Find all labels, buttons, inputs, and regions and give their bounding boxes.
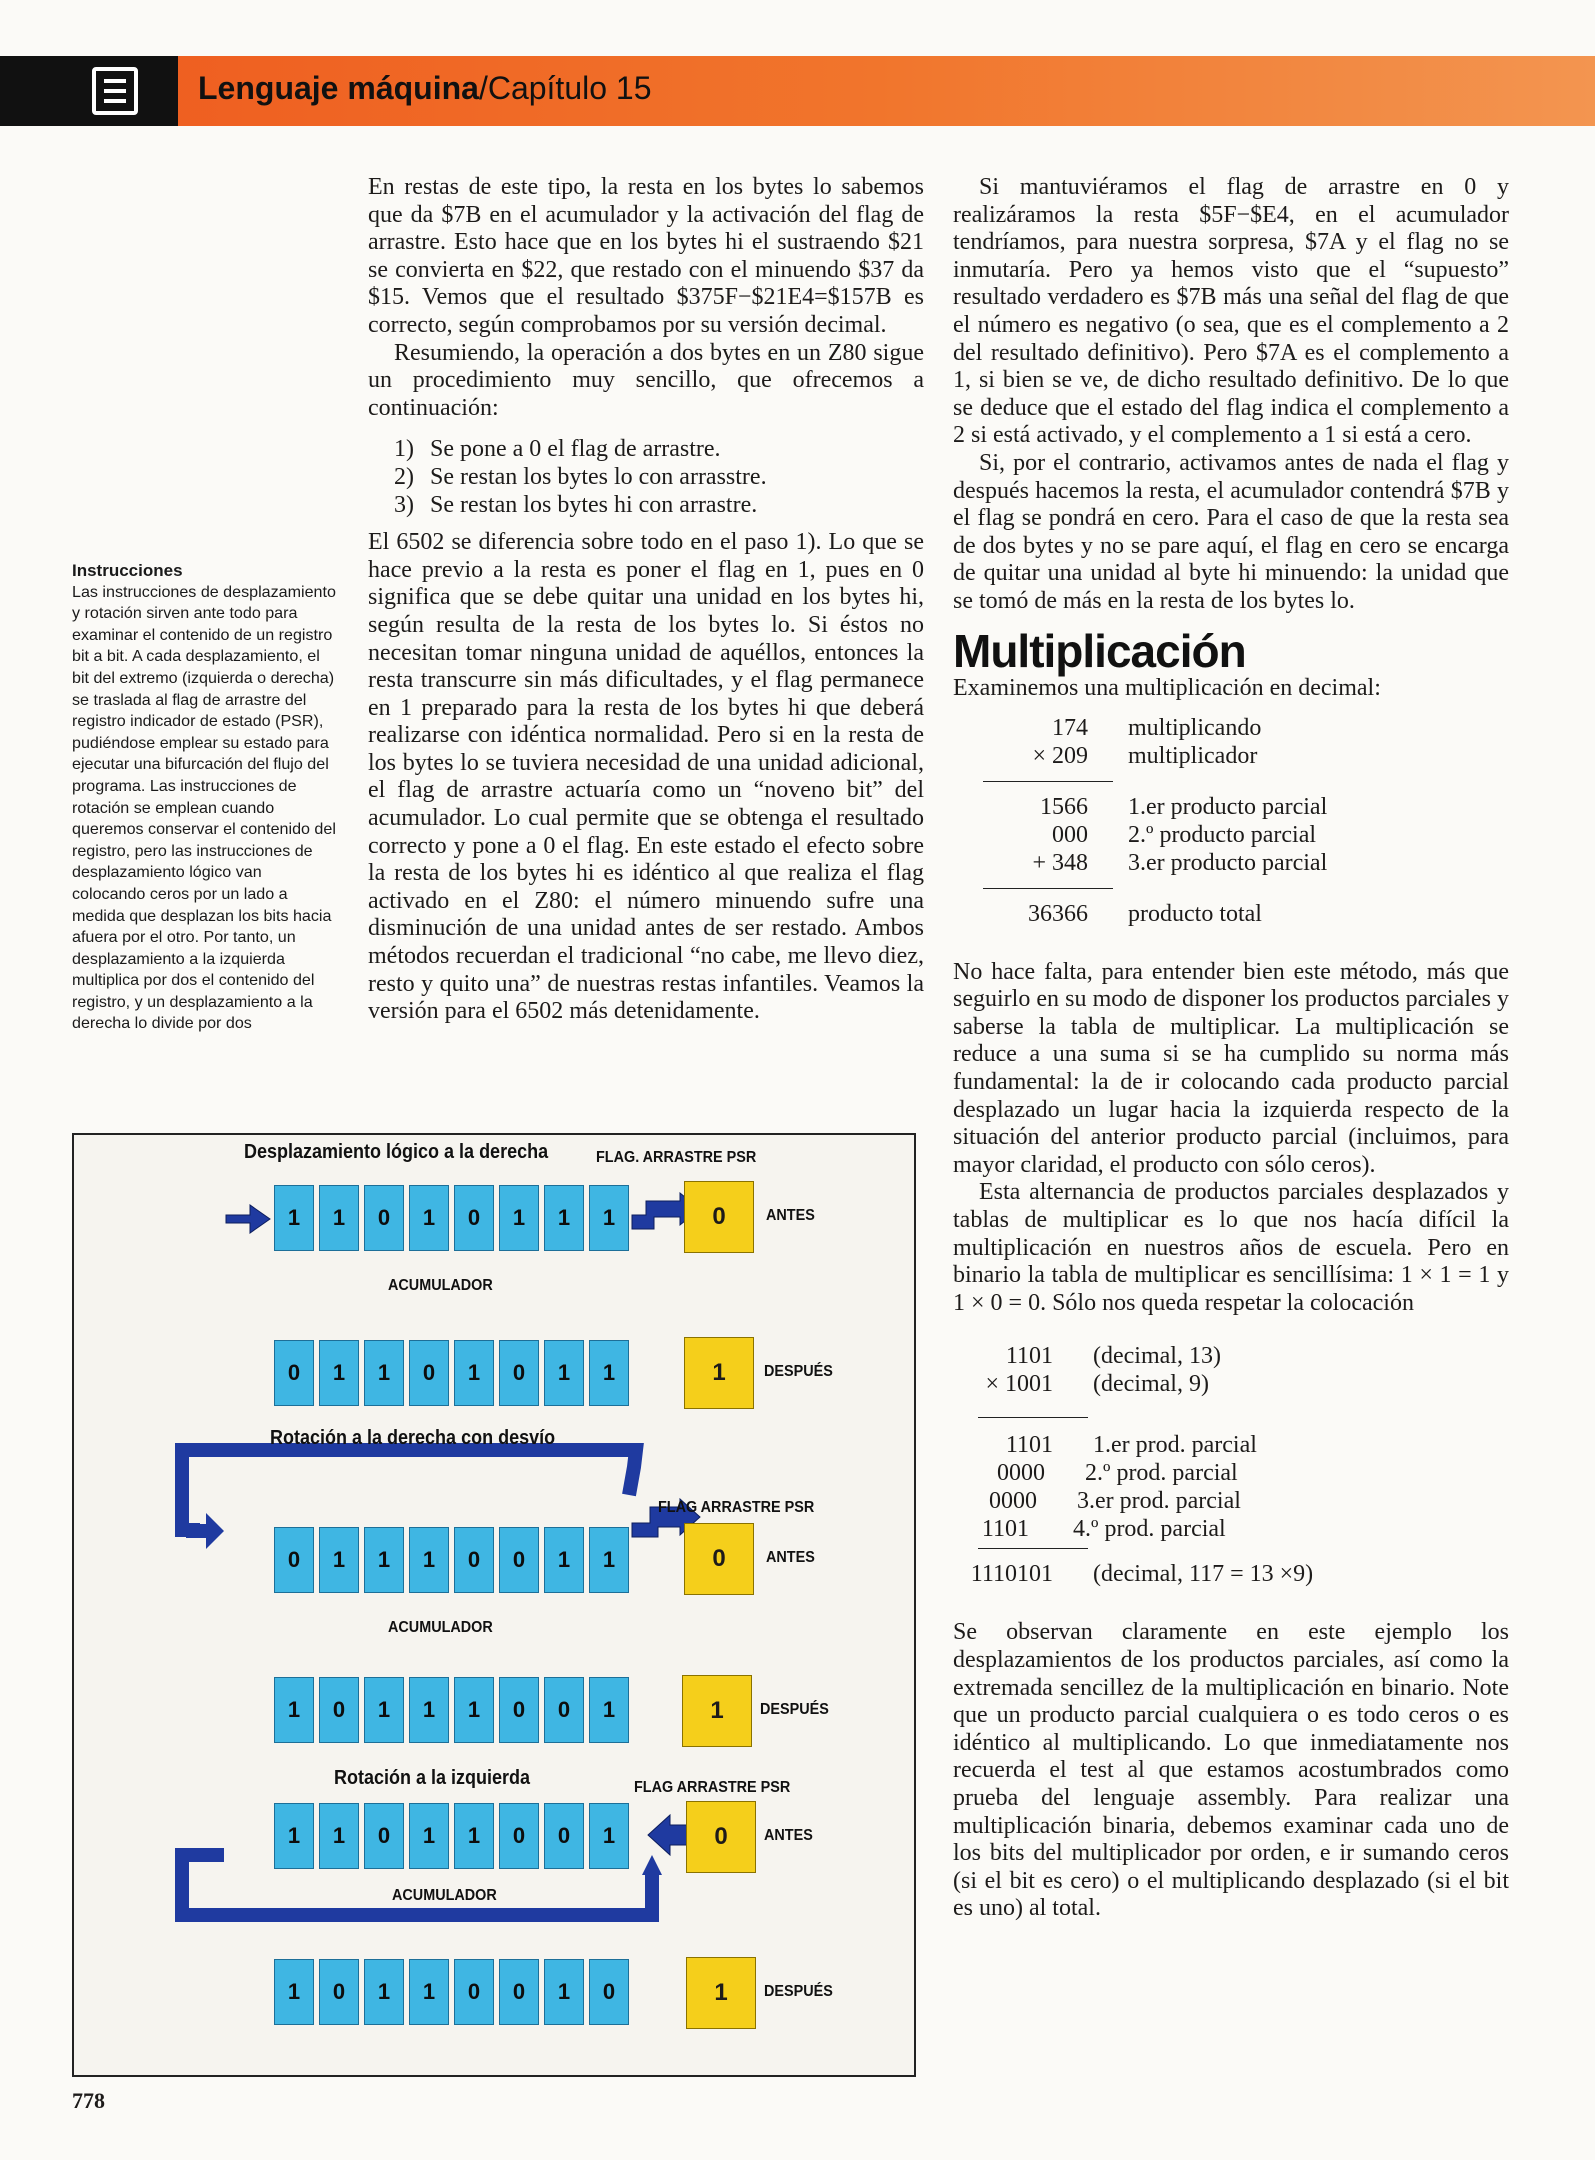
register-label: ACUMULADOR [392, 1887, 497, 1904]
bit-cell: 1 [544, 1959, 584, 2025]
bit-cell: 1 [319, 1803, 359, 1869]
paragraph: No hace falta, para entender bien este método, más que seguirlo en su modo de disponer los productos parciales y saberse la tabla de multiplicar. La multiplicación se reduce a una suma si se ha cumplido su norma más fundamental: la de ir colocando cada producto parcial desplazado un lugar hacia la izquierda respecto de la situación del anterior producto parcial (incluimos, para mayor claridad, el producto con sólo ceros). [953, 958, 1509, 1178]
paragraph: En restas de este tipo, la resta en los bytes lo sabemos que da $7B en el acumulador y la activación del flag de arrastre. Esto hace que en los bytes hi el sustraendo $21 se convierta en $22, que restado con el minuendo $37 da $15. Vemos que el resultado $375F−$21E4=$157B es correcto, según comprobamos por su versión decimal. [368, 174, 924, 338]
bit-cell: 1 [364, 1527, 404, 1593]
side-note-text: Las instrucciones de desplazamiento y rotación sirven ante todo para examinar el contenido de un registro bit a bit. A cada desplazamiento, el bit del extremo (izquierda o derecha) se traslada al flag de arrastre del registro indicador de estado (PSR), pudiéndose emplear su estado para ejecutar una bifurcación del flujo del programa. Las instrucciones de rotación se emplean cuando queremos conservar el contenido del registro, pero las instrucciones de desplazamiento lógico van colocando ceros por un lado a medida que desplazan los bits hacia afuera por el otro. Por tanto, un desplazamiento a la izquierda multiplica por dos el contenido del registro, y un desplazamiento a la derecha lo divide por dos [72, 582, 336, 1033]
paragraph: Se observan claramente en este ejemplo los desplazamientos de los productos parciales, así como la extremada sencillez de la multiplicación en binario. Note que un producto parcial cualquiera o es todo ceros o es idéntico al multiplicando. Lo que inmediatamente nos recuerda el test al que estamos acostumbrados como prueba del lenguaje assembly. Para realizar una multiplicación binaria, debemos examinar cada uno de los bits del multiplicador por orden, e ir sumando ceros (si el bit es cero) o el multiplicando desplazado (si el bit es uno) al total. [953, 1619, 1509, 1922]
mul-row: 1101 4.º prod. parcial [981, 1516, 1226, 1543]
mul-row: 1566 1.er producto parcial [1040, 793, 1328, 820]
steps-list [394, 436, 924, 519]
mul-row: 1110101 (decimal, 117 = 13 ×9) [970, 1561, 1314, 1588]
bit-cell: 1 [319, 1185, 359, 1251]
state-label: ANTES [764, 1827, 813, 1844]
mul-row: × 209 multiplicador [1032, 742, 1258, 769]
bit-cell: 1 [409, 1959, 449, 2025]
bit-cell: 0 [364, 1185, 404, 1251]
mul-row: 0000 2.º prod. parcial [997, 1460, 1238, 1487]
carry-flag-box: 0 [684, 1523, 754, 1595]
state-label: DESPUÉS [760, 1701, 829, 1718]
state-label: ANTES [766, 1549, 815, 1566]
bit-cell: 1 [409, 1677, 449, 1743]
mul-row: 0000 3.er prod. parcial [989, 1488, 1241, 1515]
bit-cell: 1 [274, 1185, 314, 1251]
header-logo-block [0, 56, 178, 126]
rule-divider [978, 1417, 1088, 1418]
carry-flag-box: 1 [684, 1337, 754, 1409]
bit-cell: 0 [544, 1803, 584, 1869]
accumulator-register [274, 1527, 634, 1593]
bit-cell: 1 [364, 1677, 404, 1743]
carry-flag-box: 1 [682, 1675, 752, 1747]
bit-cell: 1 [544, 1527, 584, 1593]
arrow-in-icon [226, 1205, 270, 1233]
paragraph: Si mantuviéramos el flag de arrastre en 0 y realizáramos la resta $5F−$E4, en el acumulador tendríamos, para nuestra sorpresa, $7A y el flag no se inmutaría. Pero ya hemos visto que el “supuesto” resultado verdadero es $7B más una señal del flag de que el número es negativo (o sea, que es el complemento a 2 del resultado definitivo). Pero $7A es el complemento a 1, si bien se ve, de dicho resultado definitivo. De lo que se deduce que el estado del flag indica el complemento a 2 si está activado, y el complemento a 1 si está a cero. [953, 174, 1509, 449]
carry-flag-box: 0 [686, 1801, 756, 1873]
bit-cell: 1 [409, 1185, 449, 1251]
carry-flag-box: 0 [684, 1181, 754, 1253]
state-label: DESPUÉS [764, 1983, 833, 2000]
bit-cell: 0 [274, 1340, 314, 1406]
state-label: DESPUÉS [764, 1363, 833, 1380]
bit-cell: 0 [499, 1959, 539, 2025]
bit-cell: 1 [274, 1677, 314, 1743]
mul-row: × 1001 (decimal, 9) [985, 1371, 1209, 1398]
bit-cell: 0 [499, 1527, 539, 1593]
list-item: 2) Se restan los bytes lo con arrasstre. [394, 463, 767, 490]
bit-cell: 1 [589, 1527, 629, 1593]
bit-cell: 1 [544, 1340, 584, 1406]
bit-cell: 0 [499, 1677, 539, 1743]
bit-cell: 0 [454, 1527, 494, 1593]
middle-column [368, 174, 924, 1026]
bit-cell: 1 [274, 1803, 314, 1869]
bit-cell: 1 [319, 1527, 359, 1593]
bit-cell: 1 [409, 1803, 449, 1869]
side-note [72, 560, 338, 1035]
paragraph: El 6502 se diferencia sobre todo en el paso 1). Lo que se hace previo a la resta es poner el flag en 1, pues en 0 significa que se debe quitar una unidad en los bytes hi, según resulta de la resta de los bytes lo. Si éstos no necesitan tomar ninguna unidad de aquéllos, entonces la resta transcurre sin más dificultades, y el flag permanece en 1 preparado para la resta de los bytes hi que deberá realizarse con idéntica normalidad. Pero si en la resta de los bytes lo se tuviera necesidad de una unidad adicional, el flag de arrastre actuaría como un “noveno bit” del acumulador. Lo cual permite que se obtenga el resultado correcto y pone a 0 el flag. En este estado el efecto sobre la resta de los bytes hi es idéntico al que realiza el flag activado en el Z80: el número minuendo sufre una disminución de una unidad antes de ser restado. Ambos métodos recuerdan el tradicional “no cabe, me llevo diez, resto y quito una” de nuestras restas infantiles. Veamos la versión para el 6502 más detenidamente. [368, 529, 924, 1025]
accumulator-register [274, 1677, 634, 1743]
bit-cell: 0 [319, 1959, 359, 2025]
mul-row: 1101 1.er prod. parcial [1005, 1432, 1257, 1459]
bit-cell: 0 [364, 1803, 404, 1869]
carry-flag-box: 1 [686, 1957, 756, 2029]
list-item: 1) Se pone a 0 el flag de arrastre. [394, 436, 721, 463]
bit-cell: 0 [544, 1677, 584, 1743]
bit-cell: 1 [544, 1185, 584, 1251]
mul-row: 1101 (decimal, 13) [1005, 1343, 1221, 1370]
section-title: Rotación a la izquierda [334, 1767, 531, 1789]
bit-cell: 0 [319, 1677, 359, 1743]
shift-rotate-diagram [72, 1133, 916, 2077]
side-note-title: Instrucciones [72, 561, 183, 580]
mul-row: 174 multiplicando [1052, 714, 1262, 741]
list-item: 3) Se restan los bytes hi con arrastre. [394, 491, 758, 518]
state-label: ANTES [766, 1207, 815, 1224]
accumulator-register [274, 1185, 634, 1251]
bit-cell: 1 [589, 1803, 629, 1869]
diagram-arrows [74, 1135, 914, 2075]
section-heading: Multiplicación [953, 624, 1246, 677]
section-title: Desplazamiento lógico a la derecha [244, 1141, 549, 1163]
paragraph: Si, por el contrario, activamos antes de nada el flag y después hacemos la resta, el acumulador contendrá $7B y el flag se pondrá en cero. Para el caso de que la resta sea de dos bytes y no se pare aquí, el flag en cero se encarga de quitar una unidad al byte hi minuendo: la unidad que se tomó de más en la resta de los bytes lo. [953, 449, 1509, 614]
rotate-loop-arrow-icon [182, 1450, 636, 1530]
binary-multiplication [953, 1343, 1509, 1589]
arrow-right-icon [186, 1513, 224, 1549]
mul-row: 36366 producto total [1028, 900, 1262, 927]
bit-cell: 0 [454, 1959, 494, 2025]
register-label: ACUMULADOR [388, 1277, 493, 1294]
right-column [953, 174, 1509, 1923]
page-number: 778 [72, 2088, 105, 2113]
flag-label: FLAG ARRASTRE PSR [634, 1779, 791, 1796]
bit-cell: 1 [409, 1527, 449, 1593]
bit-cell: 0 [274, 1527, 314, 1593]
bit-cell: 1 [589, 1340, 629, 1406]
flag-label: FLAG. ARRASTRE PSR [596, 1149, 757, 1166]
accumulator-register [274, 1340, 634, 1406]
decimal-multiplication [953, 715, 1509, 929]
arrow-to-register-icon [648, 1815, 690, 1855]
bit-cell: 0 [499, 1340, 539, 1406]
chapter-header-band [0, 56, 1595, 126]
bit-cell: 0 [454, 1185, 494, 1251]
bit-cell: 1 [319, 1340, 359, 1406]
paragraph: Resumiendo, la operación a dos bytes en un Z80 sigue un procedimiento muy sencillo, que ofrecemos a continuación: [368, 339, 924, 421]
accumulator-register [274, 1959, 634, 2025]
mul-row: 000 2.º producto parcial [1052, 821, 1317, 848]
flag-label: FLAG ARRASTRE PSR [658, 1499, 815, 1516]
rule-divider [978, 1548, 1088, 1549]
bit-cell: 1 [364, 1959, 404, 2025]
rule-divider [983, 888, 1113, 889]
accumulator-register [274, 1803, 634, 1869]
bit-cell: 1 [454, 1340, 494, 1406]
bit-cell: 0 [589, 1959, 629, 2025]
bit-cell: 0 [499, 1803, 539, 1869]
section-title: Rotación a la derecha con desvío [270, 1427, 556, 1449]
computer-logo-icon [92, 67, 138, 115]
chapter-title: Lenguaje máquina/Capítulo 15 [198, 70, 652, 106]
rule-divider [983, 781, 1113, 782]
bit-cell: 0 [409, 1340, 449, 1406]
mul-row: + 348 3.er producto parcial [1032, 849, 1328, 876]
bit-cell: 1 [274, 1959, 314, 2025]
paragraph: Examinemos una multiplicación en decimal: [953, 675, 1381, 702]
paragraph: Esta alternancia de productos parciales desplazados y tablas de multiplicar es lo que nos hacía difícil la multiplicación en nuestros años de escuela. Pero en binario la tabla de multiplicar es sencillísima: 1 × 1 = 1 y 1 × 0 = 0. Sólo nos queda respetar la colocación [953, 1179, 1509, 1316]
bit-cell: 1 [364, 1340, 404, 1406]
bit-cell: 1 [454, 1803, 494, 1869]
register-label: ACUMULADOR [388, 1619, 493, 1636]
bit-cell: 1 [589, 1185, 629, 1251]
bit-cell: 1 [454, 1677, 494, 1743]
bit-cell: 1 [499, 1185, 539, 1251]
arrow-up-icon [642, 1855, 662, 1875]
bit-cell: 1 [589, 1677, 629, 1743]
